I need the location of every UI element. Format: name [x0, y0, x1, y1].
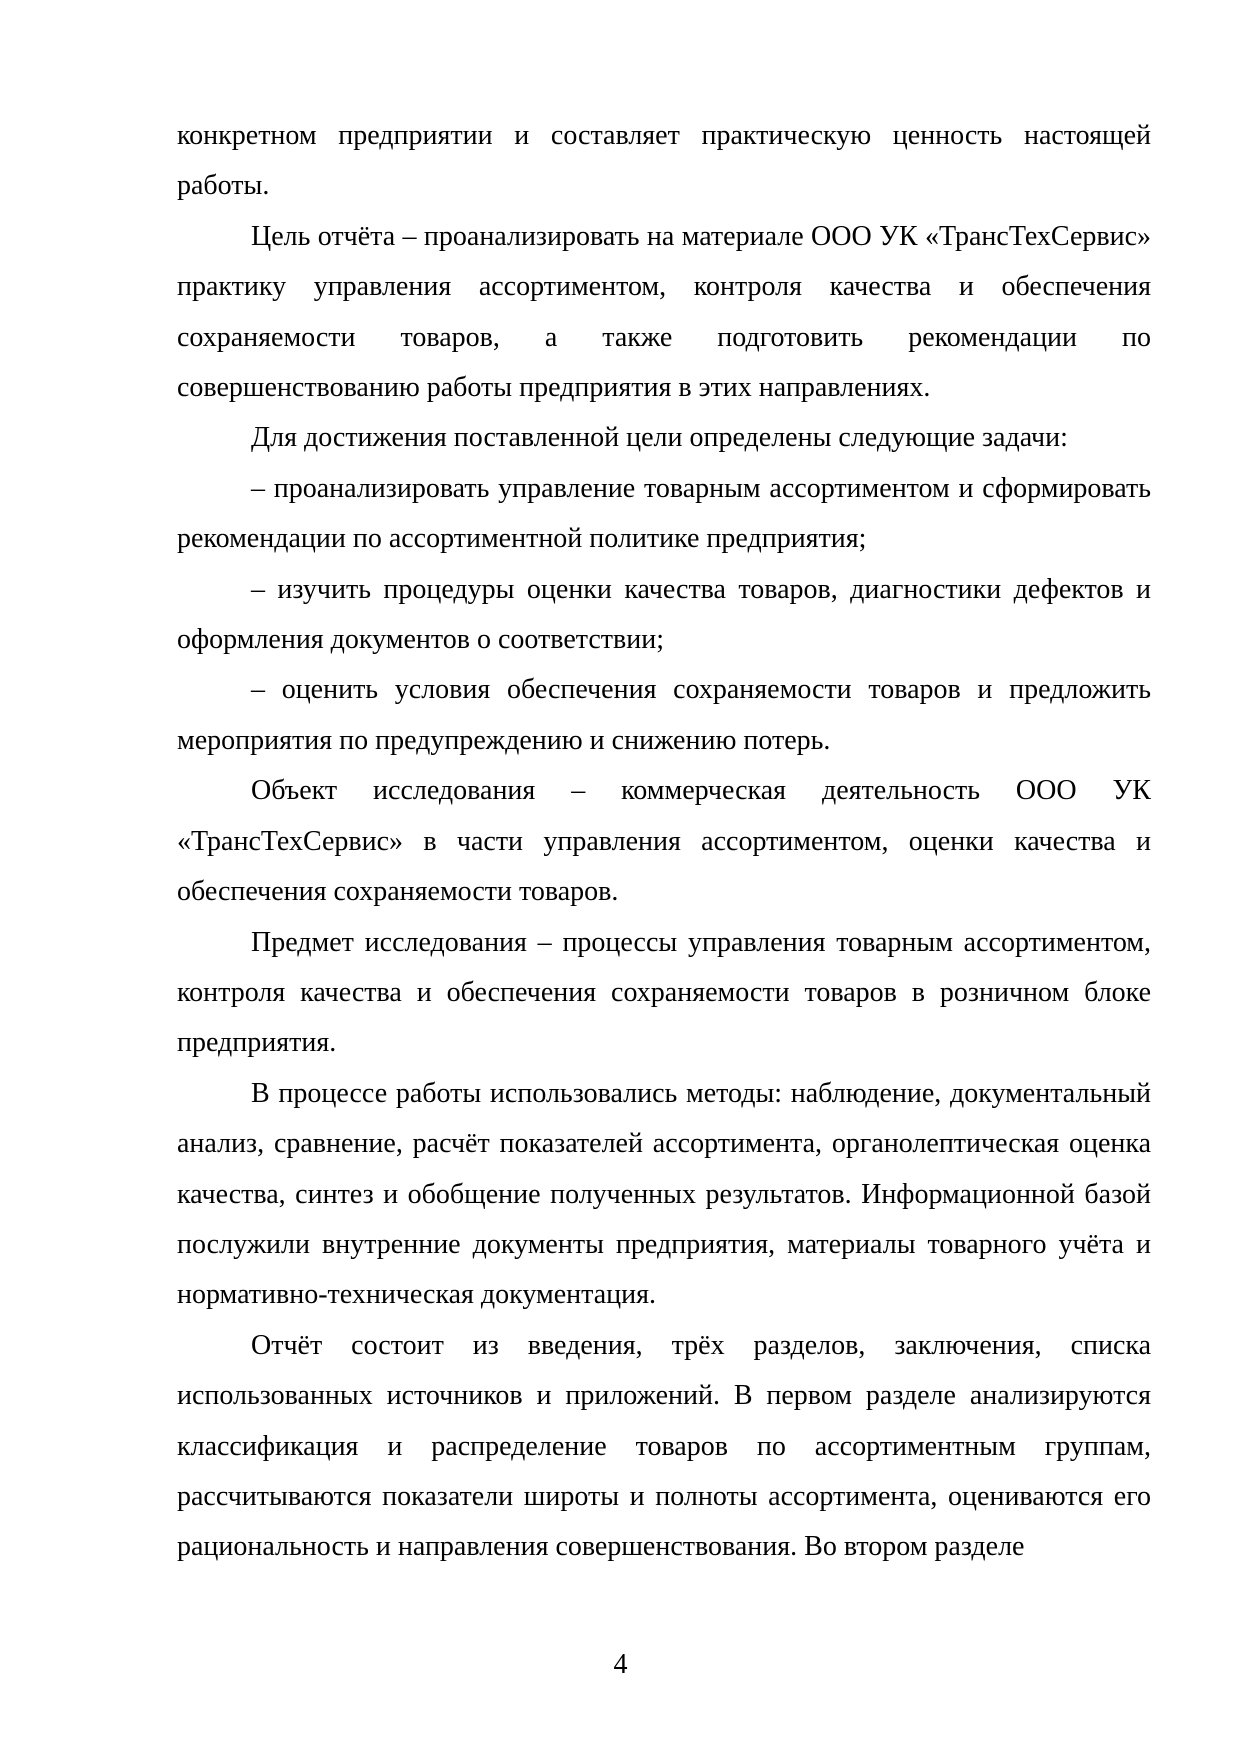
paragraph-continuation: конкретном предприятии и составляет практическую ценность настоящей работы. — [177, 120, 1151, 202]
paragraph-structure: Отчёт состоит из введения, трёх разделов, заключения, списка использованных источников и приложений. В первом разделе анализируются классификация и распределение товаров по ассортиментным группам, рассчитываются показатели широты и полноты ассортимента, оцениваются его рациональность и направления совершенствования. Во втором разделе — [177, 1329, 1151, 1563]
paragraph-tasks-intro: Для достижения поставленной цели определены следующие задачи: — [251, 422, 1068, 454]
body-text — [177, 111, 1151, 1573]
paragraph-subject: Предмет исследования – процессы управления товарным ассортиментом, контроля качества и обеспечения сохраняемости товаров в розничном блоке предприятия. — [177, 926, 1151, 1059]
list-item-task-storage: – оценить условия обеспечения сохраняемости товаров и предложить мероприятия по предупреждению и снижению потерь. — [177, 674, 1151, 756]
list-item-task-quality: – изучить процедуры оценки качества товаров, диагностики дефектов и оформления документов о соответствии; — [177, 573, 1151, 656]
page-number: 4 — [613, 1649, 628, 1680]
paragraph-methods: В процессе работы использовались методы: наблюдение, документальный анализ, сравнение, расчёт показателей ассортимента, органолептическая оценка качества, синтез и обобщение полученных результатов. Информационной базой послужили внутренние документы предприятия, материалы товарного учёта и нормативно-техническая документация. — [177, 1077, 1151, 1311]
paragraph-goal: Цель отчёта – проанализировать на материале ООО УК «ТрансТехСервис» практику управления ассортиментом, контроля качества и обеспечения сохраняемости товаров, а также подготовить рекомендации по совершенствованию работы предприятия в этих направлениях. — [177, 220, 1151, 404]
list-item-task-assortment: – проанализировать управление товарным ассортиментом и сформировать рекомендации по ассортиментной политике предприятия; — [177, 472, 1151, 555]
paragraph-object: Объект исследования – коммерческая деятельность ООО УК «ТрансТехСервис» в части управления ассортиментом, оценки качества и обеспечения сохраняемости товаров. — [177, 775, 1151, 908]
